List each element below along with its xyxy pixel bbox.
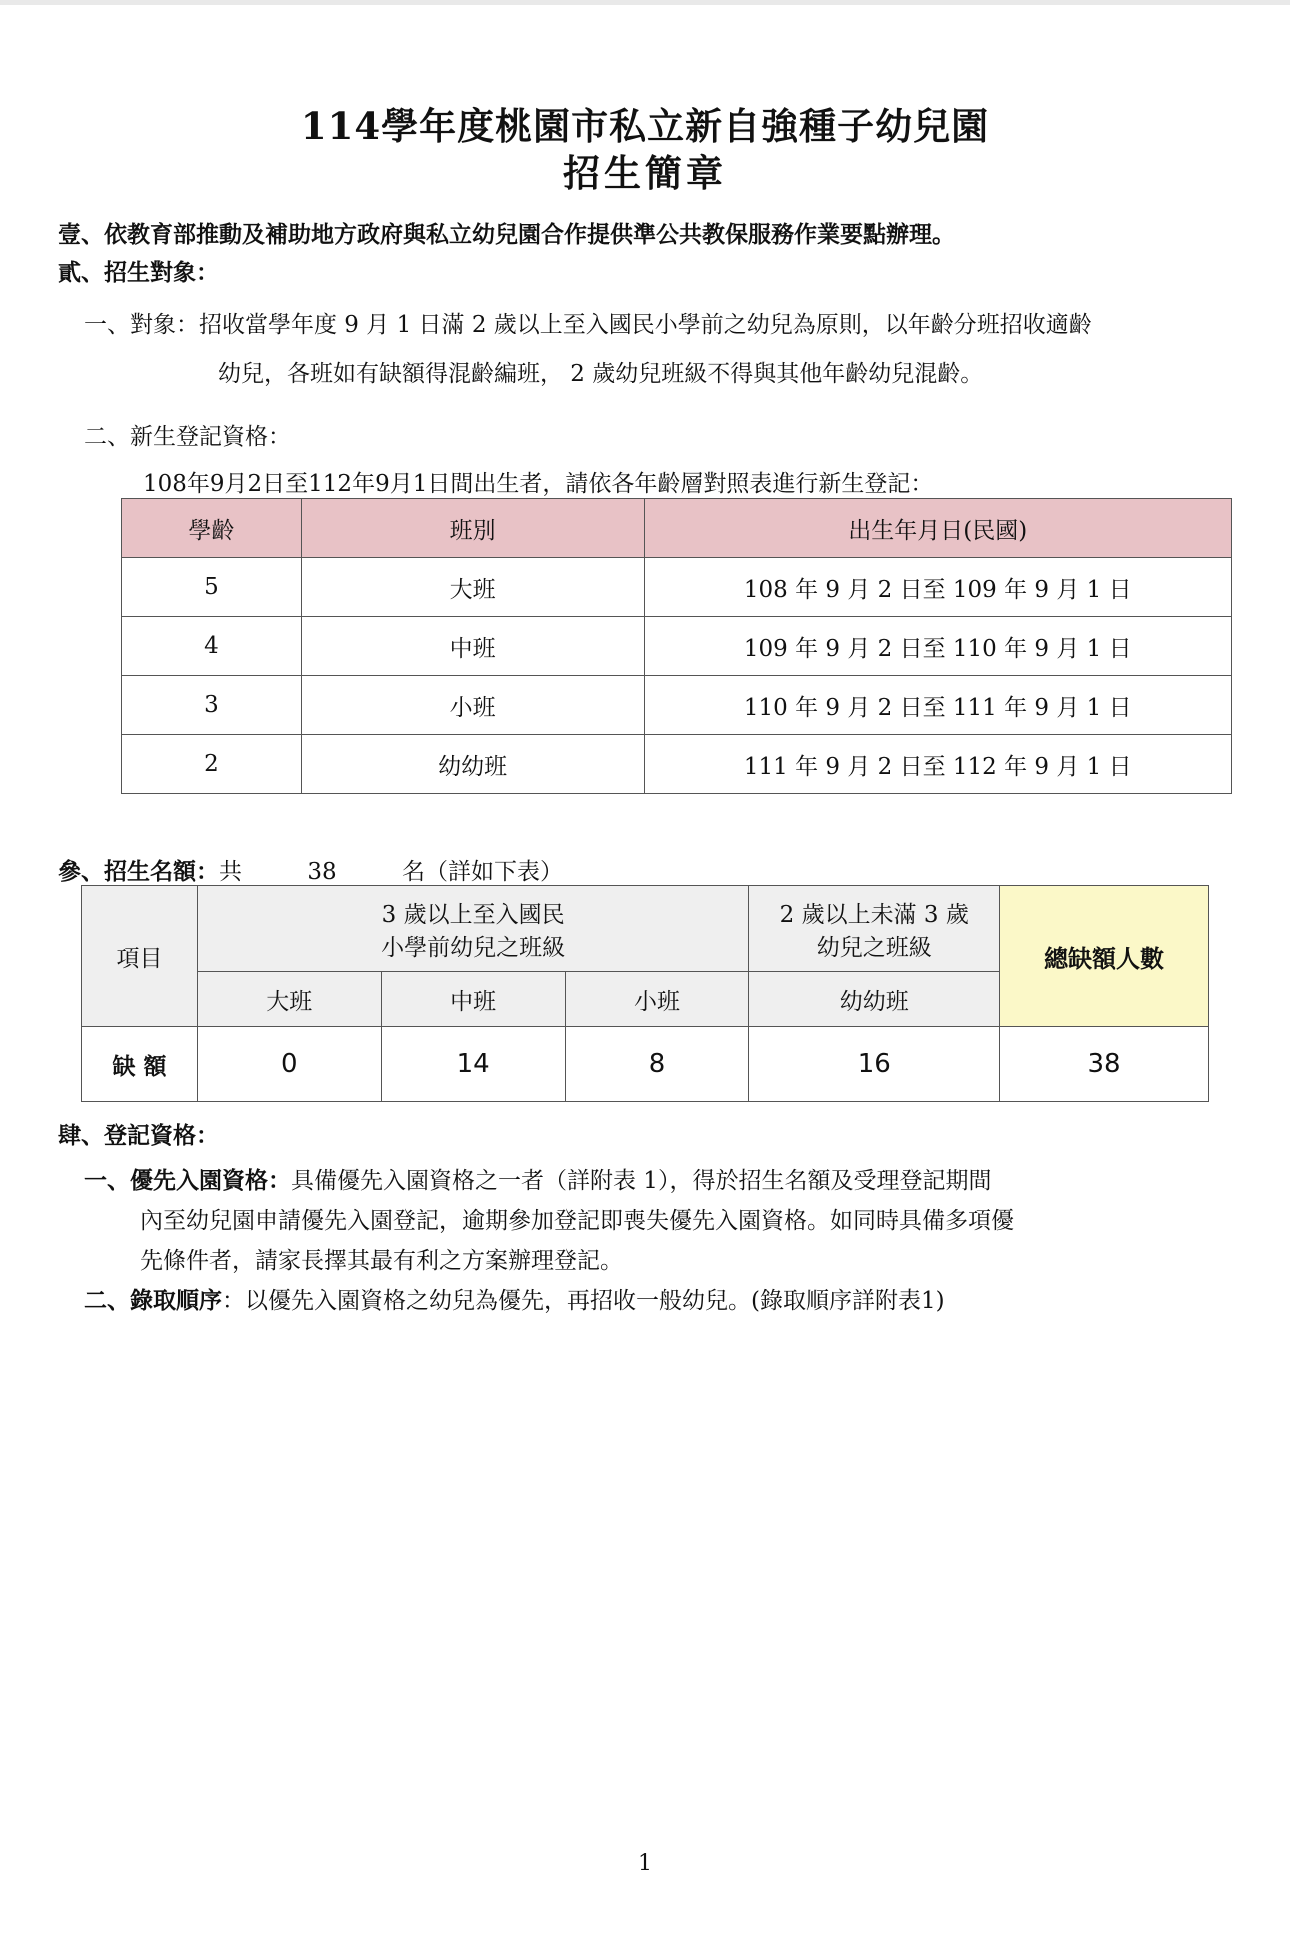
group-3plus-line-1: 3 歲以上至入國民 [381, 901, 565, 928]
table-header-row [122, 499, 1232, 558]
vacancy-total-value: 38 [1000, 1027, 1209, 1102]
vacancy-value: 8 [565, 1027, 749, 1102]
table-cell: 108 年 9 月 2 日至 109 年 9 月 1 日 [644, 558, 1231, 617]
header-total-vacancies: 總缺額人數 [1000, 886, 1209, 1027]
table-cell: 大班 [301, 558, 644, 617]
table-cell: 109 年 9 月 2 日至 110 年 9 月 1 日 [644, 617, 1231, 676]
class-header: 大班 [197, 972, 381, 1027]
vacancy-value: 16 [749, 1027, 1000, 1102]
table-cell: 3 [122, 676, 302, 735]
s4-item-2-label: 二、錄取順序 [84, 1287, 222, 1314]
table-cell: 中班 [301, 617, 644, 676]
table-row [122, 558, 1232, 617]
item-1-line-2: 幼兒，各班如有缺額得混齡編班， 2 歲幼兒班級不得與其他年齡幼兒混齡。 [218, 361, 984, 387]
group-2yr-line-2: 幼兒之班級 [816, 934, 932, 961]
group-2yr-line-1: 2 歲以上未滿 3 歲 [779, 901, 969, 928]
quota-table [81, 885, 1209, 1102]
page-number: 1 [638, 1851, 652, 1876]
document-title: 114學年度桃園市私立新自強種子幼兒園 [300, 104, 990, 148]
table-row [122, 617, 1232, 676]
section-4-heading: 肆、登記資格： [58, 1122, 219, 1149]
vacancy-row-label: 缺 額 [82, 1027, 198, 1102]
header-item: 項目 [82, 886, 198, 1027]
table-cell: 5 [122, 558, 302, 617]
table-cell: 4 [122, 617, 302, 676]
section-3 [58, 853, 563, 886]
document-subtitle: 招生簡章 [563, 151, 727, 195]
item-2-heading: 二、新生登記資格： [84, 424, 291, 450]
s4-item-1-line-2: 內至幼兒園申請優先入園登記，逾期參加登記即喪失優先入園資格。如同時具備多項優 [140, 1208, 1014, 1234]
table-row [122, 676, 1232, 735]
s4-item-1-line-3: 先條件者，請家長擇其最有利之方案辦理登記。 [140, 1248, 623, 1274]
vacancy-value: 14 [381, 1027, 565, 1102]
header-group-2yr [749, 886, 1000, 972]
item-2-description: 108年9月2日至112年9月1日間出生者，請依各年齡層對照表進行新生登記： [143, 471, 934, 497]
class-header: 中班 [381, 972, 565, 1027]
header-class: 班別 [301, 499, 644, 558]
age-class-table [121, 498, 1232, 794]
s4-item-2-line [84, 1282, 945, 1315]
section-3-prefix: 參、招生名額： [58, 858, 219, 885]
header-group-3plus [197, 886, 748, 972]
s4-item-1-line-1 [84, 1162, 991, 1195]
item-1-line-1: 一、對象：招收當學年度 9 月 1 日滿 2 歲以上至入國民小學前之幼兒為原則，以年齡分班招收適齡 [84, 312, 1092, 338]
group-3plus-line-2: 小學前幼兒之班級 [381, 934, 566, 961]
s4-item-1-label: 一、優先入園資格： [84, 1167, 291, 1194]
table-cell: 110 年 9 月 2 日至 111 年 9 月 1 日 [644, 676, 1231, 735]
table-cell: 2 [122, 735, 302, 794]
section-2-heading: 貳、招生對象： [58, 259, 219, 286]
quota-header-row-1 [82, 886, 1209, 972]
table-cell: 111 年 9 月 2 日至 112 年 9 月 1 日 [644, 735, 1231, 794]
header-school-age: 學齡 [122, 499, 302, 558]
table-cell: 小班 [301, 676, 644, 735]
section-1: 壹、依教育部推動及補助地方政府與私立幼兒園合作提供準公共教保服務作業要點辦理。 [58, 221, 955, 248]
section-3-total-value: 38 [242, 859, 402, 886]
s4-item-2-text: ：以優先入園資格之幼兒為優先，再招收一般幼兒。(錄取順序詳附表1) [222, 1288, 945, 1314]
section-3-total-post: 名（詳如下表） [402, 859, 563, 885]
class-header: 幼幼班 [749, 972, 1000, 1027]
vacancy-value: 0 [197, 1027, 381, 1102]
s4-item-1-text: 具備優先入園資格之一者（詳附表 1），得於招生名額及受理登記期間 [291, 1168, 992, 1194]
table-row [122, 735, 1232, 794]
quota-values-row [82, 1027, 1209, 1102]
header-birth-date: 出生年月日(民國) [644, 499, 1231, 558]
section-3-total-pre: 共 [219, 859, 242, 885]
class-header: 小班 [565, 972, 749, 1027]
table-cell: 幼幼班 [301, 735, 644, 794]
